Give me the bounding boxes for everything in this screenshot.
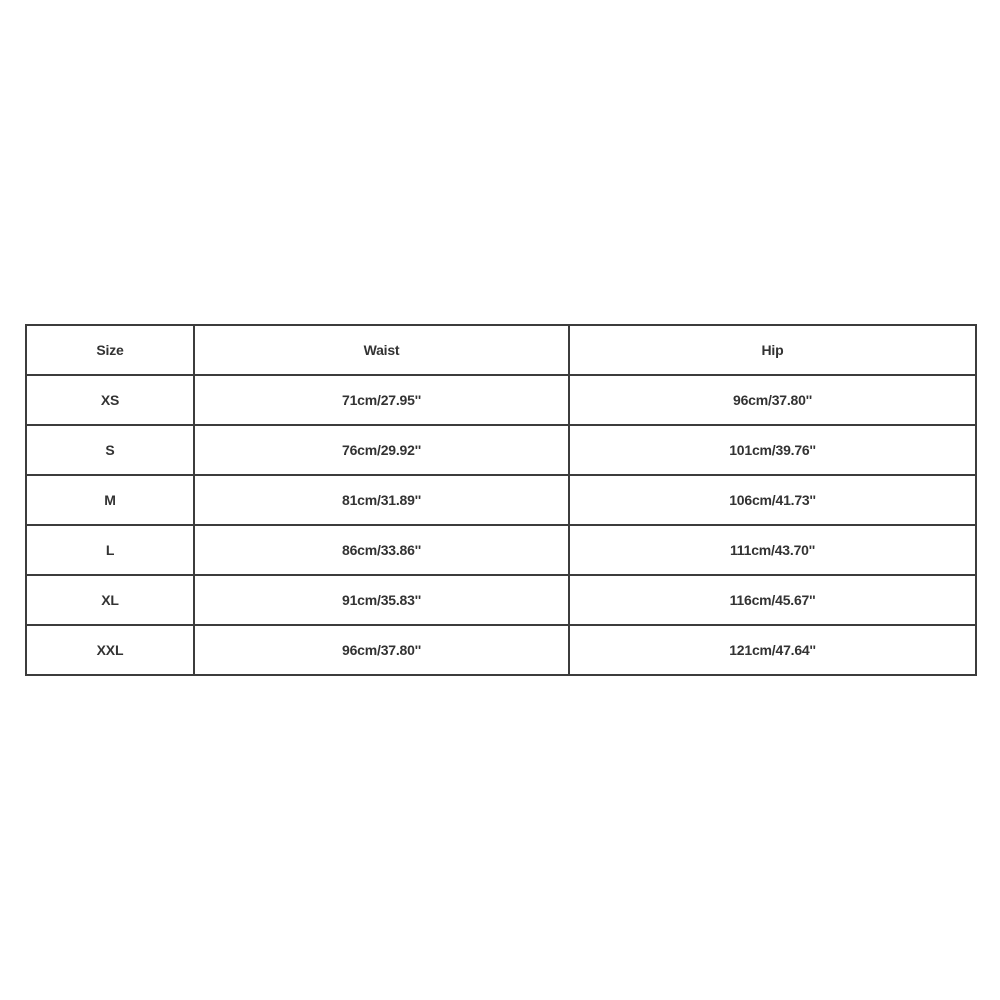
- cell-size: M: [26, 475, 194, 525]
- table-row: [26, 625, 976, 675]
- cell-hip: 121cm/47.64'': [569, 625, 976, 675]
- cell-size: L: [26, 525, 194, 575]
- cell-waist: 96cm/37.80'': [194, 625, 569, 675]
- cell-hip: 96cm/37.80'': [569, 375, 976, 425]
- header-size: Size: [26, 325, 194, 375]
- table-header-row: [26, 325, 976, 375]
- cell-hip: 106cm/41.73'': [569, 475, 976, 525]
- cell-size: XL: [26, 575, 194, 625]
- table-row: [26, 575, 976, 625]
- cell-size: S: [26, 425, 194, 475]
- size-chart-table: [25, 324, 977, 676]
- cell-waist: 81cm/31.89'': [194, 475, 569, 525]
- header-waist: Waist: [194, 325, 569, 375]
- cell-size: XS: [26, 375, 194, 425]
- cell-waist: 71cm/27.95'': [194, 375, 569, 425]
- table-row: [26, 475, 976, 525]
- cell-waist: 86cm/33.86'': [194, 525, 569, 575]
- header-hip: Hip: [569, 325, 976, 375]
- table-row: [26, 375, 976, 425]
- cell-hip: 101cm/39.76'': [569, 425, 976, 475]
- table-row: [26, 425, 976, 475]
- cell-waist: 76cm/29.92'': [194, 425, 569, 475]
- cell-waist: 91cm/35.83'': [194, 575, 569, 625]
- table-row: [26, 525, 976, 575]
- cell-size: XXL: [26, 625, 194, 675]
- cell-hip: 116cm/45.67'': [569, 575, 976, 625]
- cell-hip: 111cm/43.70'': [569, 525, 976, 575]
